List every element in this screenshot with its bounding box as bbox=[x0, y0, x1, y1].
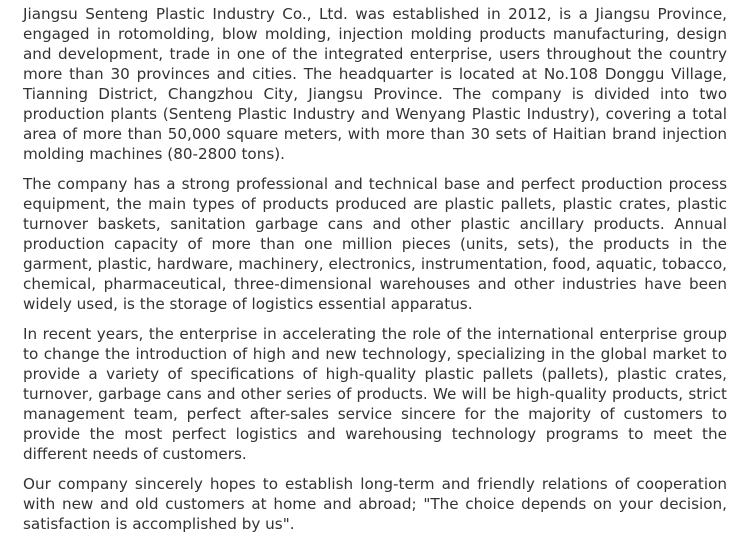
paragraph-recent-development: In recent years, the enterprise in accelerating the role of the international enterprise group to change the introduction of high and new technology, specializing in the global market to provide a variety of specifications of high-quality plastic pallets (pallets), plastic crates, turnover, garbage cans and other series of products. We will be high-quality products, strict management team, perfect after-sales service sincere for the majority of customers to provide the most perfect logistics and warehousing technology programs to meet the different needs of customers. bbox=[23, 325, 727, 463]
paragraph-company-overview: Jiangsu Senteng Plastic Industry Co., Ltd. was established in 2012, is a Jiangsu Province, engaged in rotomolding, blow molding, injection molding products manufacturing, design and development, trade in one of the integrated enterprise, users throughout the country more than 30 provinces and cities. The headquarter is located at No.108 Donggu Village, Tianning District, Changzhou City, Jiangsu Province. The company is divided into two production plants (Senteng Plastic Industry and Wenyang Plastic Industry), covering a total area of more than 50,000 square meters, with more than 30 sets of Haitian brand injection molding machines (80-2800 tons). bbox=[23, 5, 727, 163]
paragraph-products-capacity: The company has a strong professional and technical base and perfect production process equipment, the main types of products produced are plastic pallets, plastic crates, plastic turnover baskets, sanitation garbage cans and other plastic ancillary products. Annual production capacity of more than one million pieces (units, sets), the products in the garment, plastic, hardware, machinery, electronics, instrumentation, food, aquatic, tobacco, chemical, pharmaceutical, three-dimensional warehouses and other industries have been widely used, is the storage of logistics essential apparatus. bbox=[23, 175, 727, 313]
paragraph-cooperation: Our company sincerely hopes to establish long-term and friendly relations of cooperation with new and old customers at home and abroad; "The choice depends on your decision, satisfaction is accomplished by us". bbox=[23, 475, 727, 533]
